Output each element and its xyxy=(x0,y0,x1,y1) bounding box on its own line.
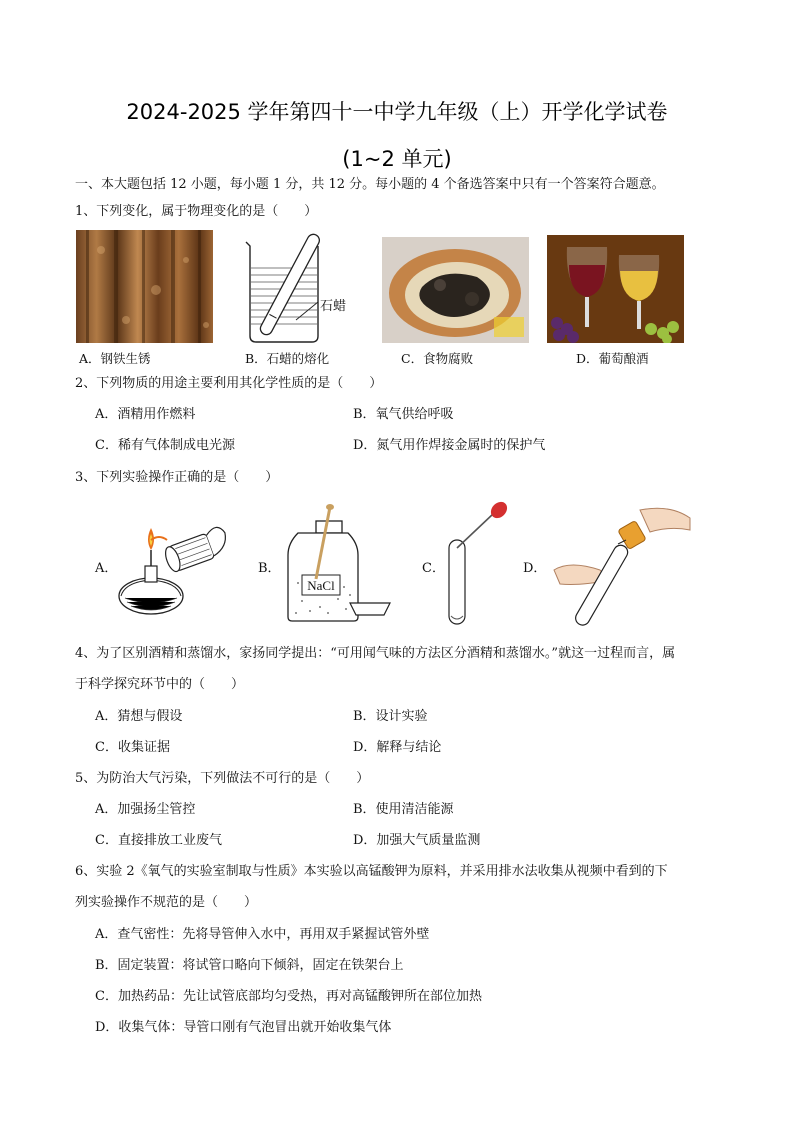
nacl-bottle-image xyxy=(280,503,395,623)
exam-title: 2024-2025 学年第四十一中学九年级（上）开学化学试卷 xyxy=(126,100,668,124)
alcohol-lamp-lighting-image xyxy=(115,510,230,620)
exam-subtitle: (1~2 单元) xyxy=(342,147,452,171)
q6-option-d: D．收集气体：导管口刚有气泡冒出就开始收集气体 xyxy=(95,1020,392,1035)
q5-option-c: C．直接排放工业废气 xyxy=(95,833,222,848)
q1-option-d: D．葡萄酿酒 xyxy=(576,351,649,366)
q1-option-c: C．食物腐败 xyxy=(401,351,474,366)
q2-option-a: A．酒精用作燃料 xyxy=(95,407,196,422)
q3-label-b: B． xyxy=(258,561,281,576)
q6-stem-line1: 6、实验 2《氧气的实验室制取与性质》本实验以高锰酸钾为原料，并采用排水法收集从视频中看到的下 xyxy=(75,864,668,879)
section-instructions: 一、本大题包括 12 小题，每小题 1 分，共 12 分。每小题的 4 个备选答案中只有一个答案符合题意。 xyxy=(75,177,665,192)
q5-option-a: A．加强扬尘管控 xyxy=(95,802,196,817)
wine-glasses-image xyxy=(547,235,684,343)
q4-option-d: D．解释与结论 xyxy=(353,740,442,755)
dropper-in-tube-image xyxy=(443,500,513,626)
q4-option-a: A．猜想与假设 xyxy=(95,709,183,724)
q5-option-d: D．加强大气质量监测 xyxy=(353,833,481,848)
q2-stem: 2、下列物质的用途主要利用其化学性质的是（ ） xyxy=(75,376,383,391)
q2-option-c: C．稀有气体制成电光源 xyxy=(95,438,235,453)
moldy-bread-image xyxy=(382,237,529,343)
q1-option-b: B．石蜡的熔化 xyxy=(245,351,330,366)
q1-option-a: A．钢铁生锈 xyxy=(79,351,151,366)
q6-stem-line2: 列实验操作不规范的是（ ） xyxy=(75,895,258,910)
q6-option-a: A．查气密性：先将导管伸入水中，再用双手紧握试管外壁 xyxy=(95,927,430,942)
q3-label-a: A． xyxy=(95,561,118,576)
q2-option-d: D．氮气用作焊接金属时的保护气 xyxy=(353,438,546,453)
wax-label: 石蜡 xyxy=(320,299,347,314)
q6-option-c: C．加热药品：先让试管底部均匀受热，再对高锰酸钾所在部位加热 xyxy=(95,989,482,1004)
q1-stem: 1、下列变化，属于物理变化的是（ ） xyxy=(75,204,318,219)
q3-label-c: C． xyxy=(422,561,445,576)
q5-option-b: B．使用清洁能源 xyxy=(353,802,454,817)
q6-option-b: B．固定装置：将试管口略向下倾斜，固定在铁架台上 xyxy=(95,958,404,973)
q2-option-b: B．氧气供给呼吸 xyxy=(353,407,454,422)
q4-option-c: C．收集证据 xyxy=(95,740,170,755)
rusty-steel-image xyxy=(76,230,213,343)
q4-stem-line1: 4、为了区别酒精和蒸馏水，家扬同学提出：“可用闻气味的方法区分酒精和蒸馏水。”就这一过程而言，属 xyxy=(75,646,676,661)
liquid-pouring-image xyxy=(540,500,700,628)
q3-stem: 3、下列实验操作正确的是（ ） xyxy=(75,470,279,485)
q5-stem: 5、为防治大气污染，下列做法不可行的是（ ） xyxy=(75,771,370,786)
q4-option-b: B．设计实验 xyxy=(353,709,428,724)
q3-label-d: D． xyxy=(523,561,547,576)
beaker-with-wax-image xyxy=(240,228,350,346)
nacl-label: NaCl xyxy=(307,578,335,593)
q4-stem-line2: 于科学探究环节中的（ ） xyxy=(75,677,245,692)
